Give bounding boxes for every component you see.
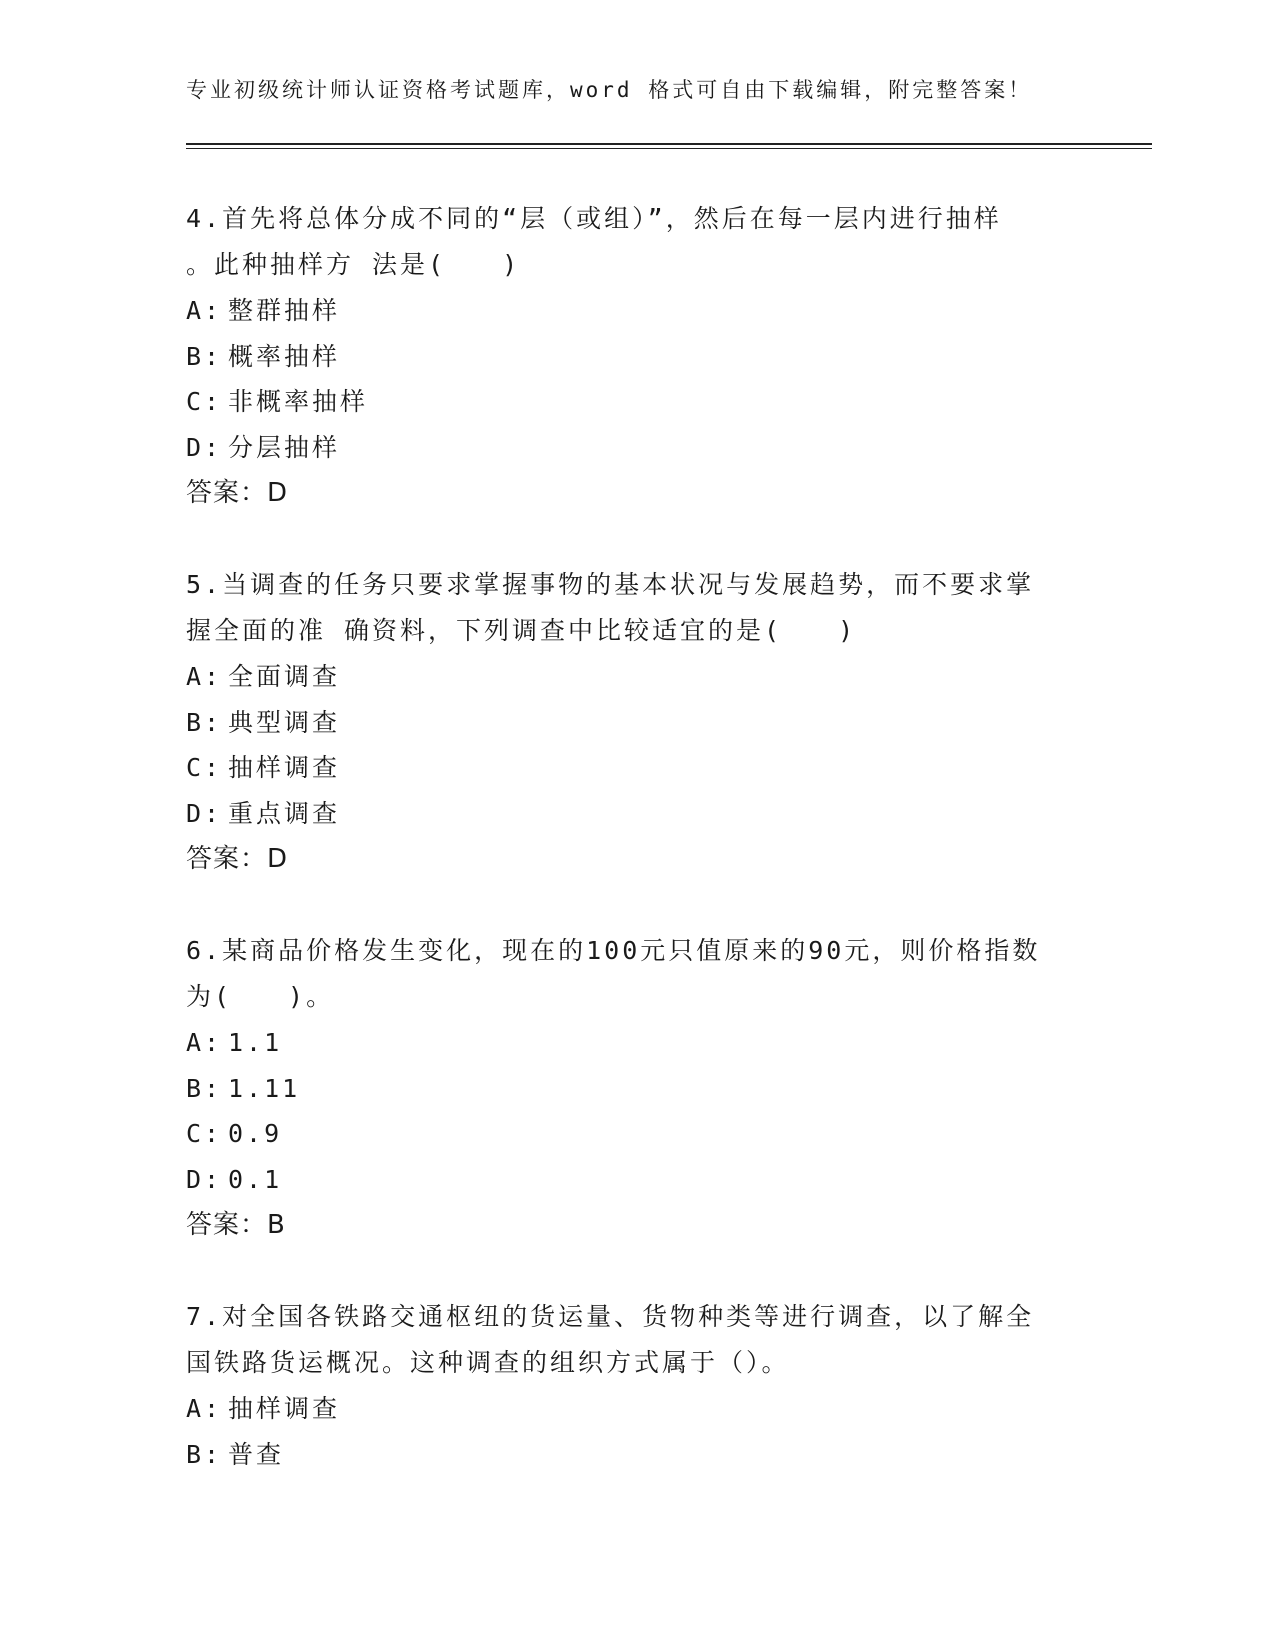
- option-d: D: 重点调查: [186, 798, 341, 828]
- question-7: [186, 1294, 1086, 1477]
- option-c: C: 0.9: [186, 1119, 283, 1148]
- question-5: [186, 562, 1086, 882]
- option-d: D: 0.1: [186, 1164, 283, 1194]
- question-stem-line: 国铁路货运概况。这种调查的组织方式属于（）。: [186, 1348, 790, 1377]
- option-b: B: 1.11: [186, 1073, 301, 1103]
- question-stem: [186, 196, 1086, 288]
- question-stem: [186, 928, 1086, 1020]
- option-a: A: 抽样调查: [186, 1394, 341, 1423]
- option-d: D: 分层抽样: [186, 432, 341, 462]
- question-stem-line: 。此种抽样方 法是( ): [186, 250, 521, 279]
- option-b: B: 典型调查: [186, 707, 341, 737]
- answer-line: 答案：D: [186, 844, 289, 874]
- header-rule-thin: [186, 148, 1152, 149]
- option-b: B: 普查: [186, 1439, 285, 1469]
- option-a: A: 全面调查: [186, 662, 341, 691]
- question-4: [186, 196, 1086, 516]
- answer-line: 答案：B: [186, 1210, 286, 1240]
- question-stem-line: 5.当调查的任务只要求掌握事物的基本状况与发展趋势，而不要求掌: [186, 570, 1035, 599]
- option-c: C: 非概率抽样: [186, 387, 369, 416]
- question-stem-line: 为( )。: [186, 982, 335, 1011]
- page-header: 专业初级统计师认证资格考试题库，word 格式可自由下载编辑，附完整答案！: [186, 78, 1033, 102]
- question-stem-line: 7.对全国各铁路交通枢纽的货运量、货物种类等进行调查，以了解全: [186, 1302, 1035, 1331]
- answer-line: 答案：D: [186, 478, 289, 508]
- option-a: A: 整群抽样: [186, 296, 341, 325]
- option-b: B: 概率抽样: [186, 341, 341, 371]
- question-stem-line: 4.首先将总体分成不同的“层（或组）”，然后在每一层内进行抽样: [186, 204, 1002, 233]
- question-6: [186, 928, 1086, 1248]
- question-stem: [186, 562, 1086, 654]
- option-c: C: 抽样调查: [186, 753, 341, 782]
- header-rule-thick: [186, 143, 1152, 145]
- question-stem-line: 6.某商品价格发生变化，现在的100元只值原来的90元，则价格指数: [186, 936, 1041, 965]
- question-stem-line: 握全面的准 确资料，下列调查中比较适宜的是( ): [186, 616, 857, 645]
- option-a: A: 1.1: [186, 1028, 283, 1057]
- question-stem: [186, 1294, 1086, 1386]
